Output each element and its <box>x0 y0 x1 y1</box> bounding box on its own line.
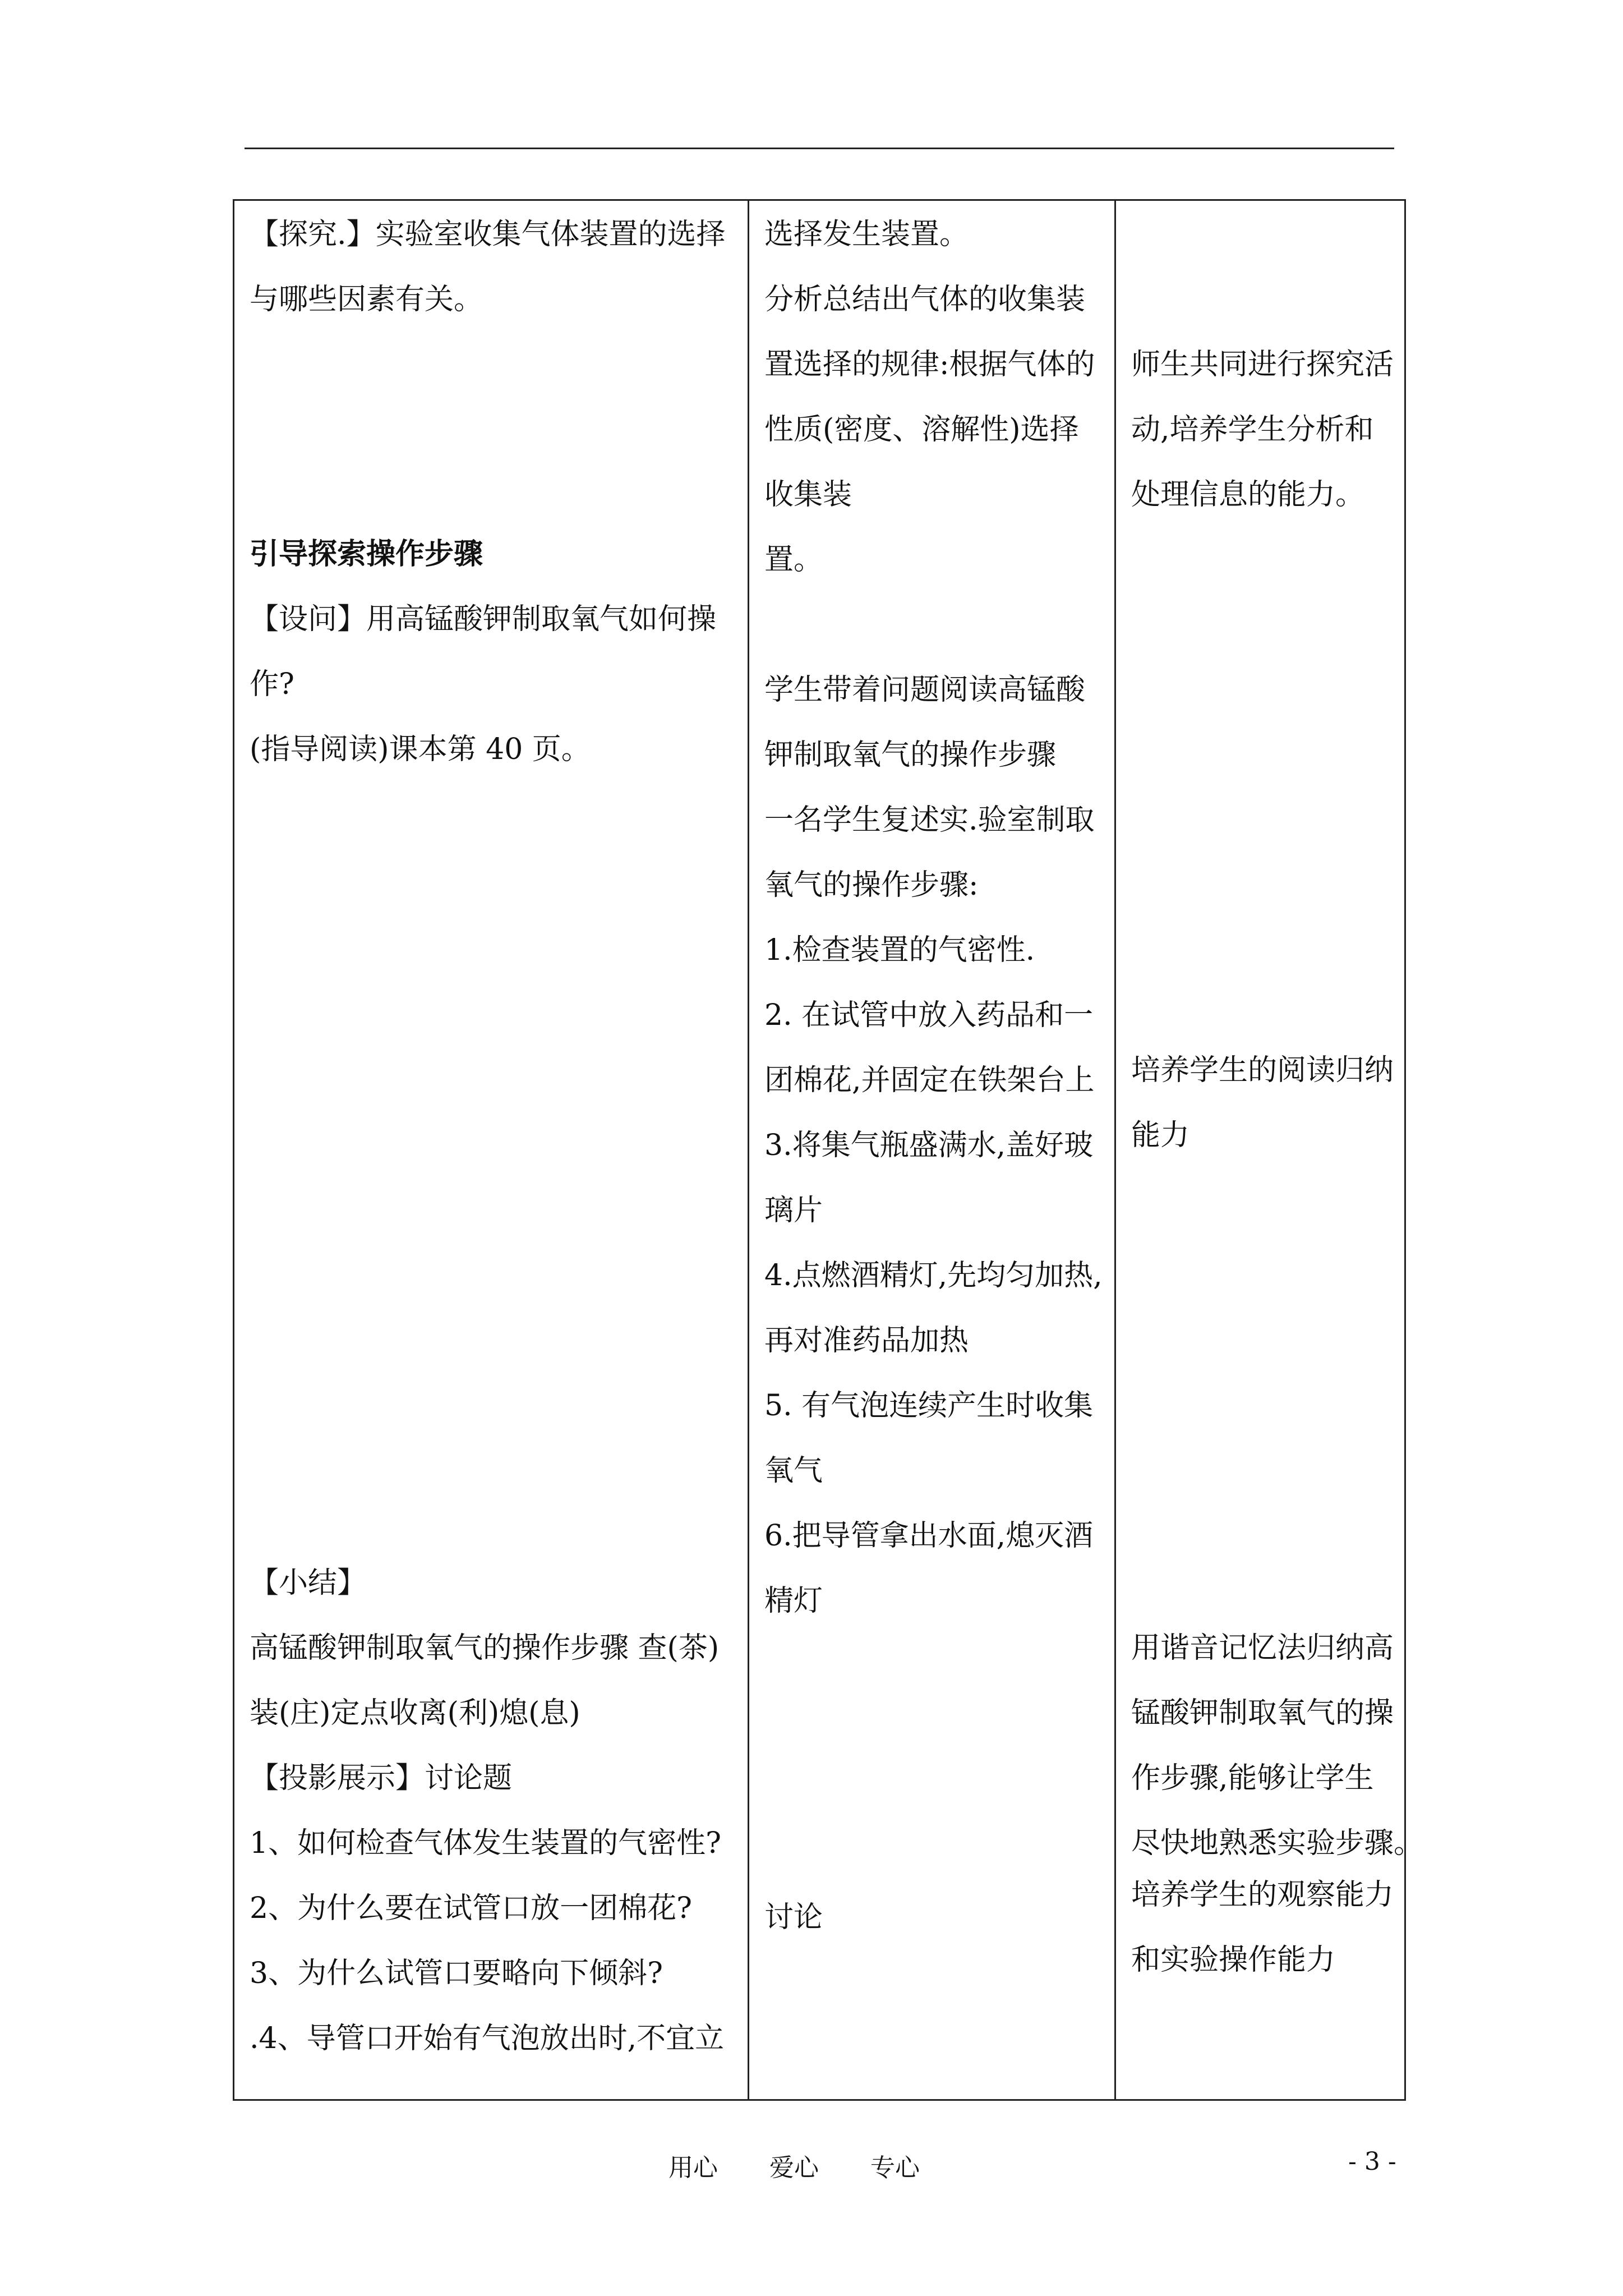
left-line: 【投影展示】讨论题 <box>250 1761 513 1795</box>
section-heading: 引导探索操作步骤 <box>250 537 483 571</box>
step-item: 团棉花,并固定在铁架台上 <box>764 1064 1095 1097</box>
left-line: 【小结】 <box>250 1566 367 1600</box>
step-item: 4.点燃酒精灯,先均匀加热, <box>764 1259 1103 1292</box>
middle-line: 学生带着问题阅读高锰酸 <box>764 673 1086 707</box>
right-line: 培养学生的阅读归纳 <box>1131 1053 1394 1087</box>
middle-line: 选择发生装置。 <box>764 218 969 251</box>
step-item: 璃片 <box>764 1194 823 1227</box>
middle-line: 性质(密度、溶解性)选择 <box>764 413 1079 447</box>
left-line: 1、如何检查气体发生装置的气密性? <box>250 1826 721 1860</box>
lesson-table <box>233 199 1423 2101</box>
right-line: 锰酸钾制取氧气的操 <box>1131 1696 1394 1730</box>
left-line: 与哪些因素有关。 <box>250 283 483 316</box>
middle-line: 讨论 <box>764 1901 823 1934</box>
footer-motto-3: 专心 <box>870 2154 920 2182</box>
step-item: 6.把导管拿出水面,熄灭酒 <box>764 1519 1094 1553</box>
step-item: 5. 有气泡连续产生时收集 <box>764 1389 1094 1423</box>
right-line: 能力 <box>1131 1119 1190 1152</box>
right-line: 作步骤,能够让学生 <box>1131 1761 1374 1795</box>
right-line: 培养学生的观察能力 <box>1131 1878 1394 1912</box>
middle-line: 钾制取氧气的操作步骤 <box>764 738 1057 772</box>
step-item: 再对准药品加热 <box>764 1324 969 1358</box>
step-item: 精灯 <box>764 1584 823 1618</box>
left-line: 2、为什么要在试管口放一团棉花? <box>250 1892 692 1925</box>
step-item: 氧气 <box>764 1454 823 1488</box>
left-line: (指导阅读)课本第 40 页。 <box>250 733 591 766</box>
right-line: 处理信息的能力。 <box>1131 478 1365 512</box>
middle-line: 置。 <box>764 543 823 577</box>
left-line: 装(庄)定点收离(利)熄(息) <box>250 1696 580 1730</box>
footer-motto-2: 爱心 <box>769 2154 819 2182</box>
right-line: 用谐音记忆法归纳高 <box>1131 1631 1394 1665</box>
left-line: 【设问】用高锰酸钾制取氧气如何操 <box>250 602 717 636</box>
left-line: 作? <box>250 668 294 701</box>
step-item: 2. 在试管中放入药品和一 <box>764 999 1094 1032</box>
page-number: - 3 - <box>1348 2147 1396 2176</box>
middle-line: 一名学生复述实.验室制取 <box>764 803 1095 837</box>
right-line: 尽快地熟悉实验步骤。 <box>1131 1826 1423 1860</box>
right-line: 师生共同进行探究活 <box>1131 348 1394 381</box>
design-intent-column <box>1116 201 1423 2099</box>
footer-motto-1: 用心 <box>668 2154 718 2182</box>
step-item: 1.检查装置的气密性. <box>764 933 1035 967</box>
middle-line: 收集装 <box>764 478 852 512</box>
left-line: 【探究.】实验室收集气体装置的选择 <box>250 218 726 251</box>
student-activity-column <box>749 201 1114 2099</box>
left-line: 3、为什么试管口要略向下倾斜? <box>250 1957 663 1990</box>
middle-line: 置选择的规律:根据气体的 <box>764 348 1095 381</box>
left-line: 高锰酸钾制取氧气的操作步骤 查(茶) <box>250 1631 720 1665</box>
teacher-activity-column <box>234 201 748 2099</box>
header-rule <box>245 148 1394 149</box>
step-item: 3.将集气瓶盛满水,盖好玻 <box>764 1129 1094 1162</box>
middle-line: 氧气的操作步骤: <box>764 868 979 902</box>
left-line: .4、导管口开始有气泡放出时,不宜立 <box>250 2022 725 2055</box>
middle-line: 分析总结出气体的收集装 <box>764 283 1086 316</box>
right-line: 动,培养学生分析和 <box>1131 413 1374 447</box>
right-line: 和实验操作能力 <box>1131 1943 1336 1977</box>
